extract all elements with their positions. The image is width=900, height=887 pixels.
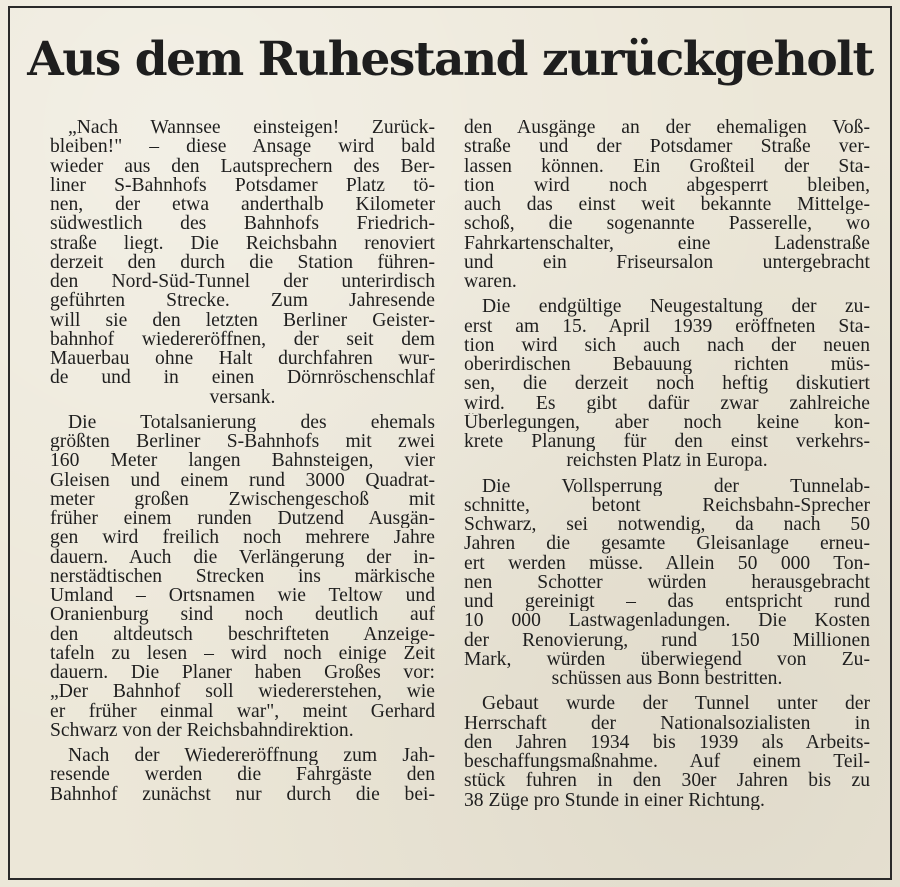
text-line: Schwarz, sei notwendig, da nach 50 bbox=[464, 515, 870, 535]
text-line: 160 Meter langen Bahnsteigen, vier bbox=[50, 451, 435, 471]
text-line: sen, die derzeit noch heftig diskutiert bbox=[464, 374, 870, 394]
text-line: straße und der Potsdamer Straße ver- bbox=[464, 137, 870, 157]
text-line: Bahnhof zunächst nur durch die bei- bbox=[50, 784, 435, 804]
text-line: den Ausgänge an der ehemaligen Voß- bbox=[464, 118, 870, 138]
text-line: dauern. Die Planer haben Großes vor: bbox=[50, 663, 435, 683]
text-line: Oranienburg sind noch deutlich auf bbox=[50, 605, 435, 625]
text-line: Fahrkartenschalter, eine Ladenstraße bbox=[464, 233, 870, 253]
text-line: den altdeutsch beschrifteten Anzeige- bbox=[50, 624, 435, 644]
text-line: versank. bbox=[209, 387, 276, 407]
text-line: tion wird sich auch nach der neuen bbox=[464, 335, 870, 355]
headline: Aus dem Ruhestand zurückgeholt bbox=[27, 32, 873, 87]
text-line: geführten Strecke. Zum Jahresende bbox=[50, 291, 435, 311]
text-line: waren. bbox=[464, 272, 517, 292]
text-line: den Jahren 1934 bis 1939 als Arbeits- bbox=[464, 732, 870, 752]
text-line: Nach der Wiedereröffnung zum Jah- bbox=[68, 746, 435, 766]
text-line: 38 Züge pro Stunde in einer Richtung. bbox=[464, 790, 765, 810]
text-line: und gereinigt – das entspricht rund bbox=[464, 592, 870, 612]
text-line: erst am 15. April 1939 eröffneten Sta- bbox=[464, 316, 870, 336]
text-line: will sie den letzten Berliner Geister- bbox=[50, 310, 435, 330]
text-line: Die Vollsperrung der Tunnelab- bbox=[482, 476, 870, 496]
article-column-right bbox=[464, 118, 870, 810]
text-line: bahnhof wiedereröffnen, der seit dem bbox=[50, 329, 435, 349]
text-line: liner S-Bahnhofs Potsdamer Platz tö- bbox=[50, 175, 435, 195]
text-line: stück fuhren in den 30er Jahren bis zu bbox=[464, 771, 870, 791]
text-line: Gleisen und einem rund 3000 Quadrat- bbox=[50, 470, 435, 490]
text-line: resende werden die Fahrgäste den bbox=[50, 765, 435, 785]
text-line: nerstädtischen Strecken ins märkische bbox=[50, 566, 435, 586]
text-line: derzeit den durch die Station führen- bbox=[50, 252, 435, 272]
text-line: meter großen Zwischengeschoß mit bbox=[50, 489, 435, 509]
text-line: schnitte, betont Reichsbahn-Sprecher bbox=[464, 495, 870, 515]
text-line: wieder aus den Lautsprechern des Ber- bbox=[50, 156, 435, 176]
text-line: Überlegungen, aber noch keine kon- bbox=[464, 412, 870, 432]
article-column-left bbox=[50, 118, 435, 804]
text-line: tafeln zu lesen – wird noch einige Zeit bbox=[50, 643, 435, 663]
text-line: straße liegt. Die Reichsbahn renoviert bbox=[50, 233, 435, 253]
text-line: de und in einen Dörnröschenschlaf bbox=[50, 368, 435, 388]
text-line: der Renovierung, rund 150 Millionen bbox=[464, 630, 870, 650]
text-line: Gebaut wurde der Tunnel unter der bbox=[482, 694, 870, 714]
text-line: „Nach Wannsee einsteigen! Zurück- bbox=[68, 118, 435, 138]
text-line: Schwarz von der Reichsbahndirektion. bbox=[50, 720, 354, 740]
text-line: tion wird noch abgesperrt bleiben, bbox=[464, 175, 870, 195]
text-line: Mauerbau ohne Halt durchfahren wur- bbox=[50, 349, 435, 369]
text-line: größten Berliner S-Bahnhofs mit zwei bbox=[50, 432, 435, 452]
text-line: schoß, die sogenannte Passerelle, wo bbox=[464, 214, 870, 234]
text-line: beschaffungsmaßnahme. Auf einem Teil- bbox=[464, 752, 870, 772]
text-line: den Nord-Süd-Tunnel der unterirdisch bbox=[50, 272, 435, 292]
text-line: Umland – Ortsnamen wie Teltow und bbox=[50, 586, 435, 606]
text-line: Die endgültige Neugestaltung der zu- bbox=[482, 297, 870, 317]
text-line: reichsten Platz in Europa. bbox=[566, 451, 768, 471]
text-line: krete Planung für den einst verkehrs- bbox=[464, 432, 870, 452]
text-line: nen, der etwa anderthalb Kilometer bbox=[50, 195, 435, 215]
text-line: und ein Friseursalon untergebracht bbox=[464, 252, 870, 272]
text-line: ert werden müsse. Allein 50 000 Ton- bbox=[464, 553, 870, 573]
text-line: bleiben!" – diese Ansage wird bald bbox=[50, 137, 435, 157]
text-line: 10 000 Lastwagenladungen. Die Kosten bbox=[464, 611, 870, 631]
text-line: er früher einmal war", meint Gerhard bbox=[50, 701, 435, 721]
text-line: dauern. Auch die Verlängerung der in- bbox=[50, 547, 435, 567]
text-line: wird. Es gibt dafür zwar zahlreiche bbox=[464, 393, 870, 413]
text-line: südwestlich des Bahnhofs Friedrich- bbox=[50, 214, 435, 234]
text-line: Die Totalsanierung des ehemals bbox=[68, 412, 435, 432]
text-line: Herrschaft der Nationalsozialisten in bbox=[464, 713, 870, 733]
text-line: schüssen aus Bonn bestritten. bbox=[551, 669, 783, 689]
text-line: auch das einst weit bekannte Mittelge- bbox=[464, 195, 870, 215]
text-line: nen Schotter würden herausgebracht bbox=[464, 572, 870, 592]
text-line: „Der Bahnhof soll wiedererstehen, wie bbox=[50, 682, 435, 702]
text-line: lassen können. Ein Großteil der Sta- bbox=[464, 156, 870, 176]
text-line: oberirdischen Bebauung richten müs- bbox=[464, 355, 870, 375]
text-line: Jahren die gesamte Gleisanlage erneu- bbox=[464, 534, 870, 554]
text-line: Mark, würden überwiegend von Zu- bbox=[464, 649, 870, 669]
text-line: gen wird freilich noch mehrere Jahre bbox=[50, 528, 435, 548]
text-line: früher einem runden Dutzend Ausgän- bbox=[50, 509, 435, 529]
